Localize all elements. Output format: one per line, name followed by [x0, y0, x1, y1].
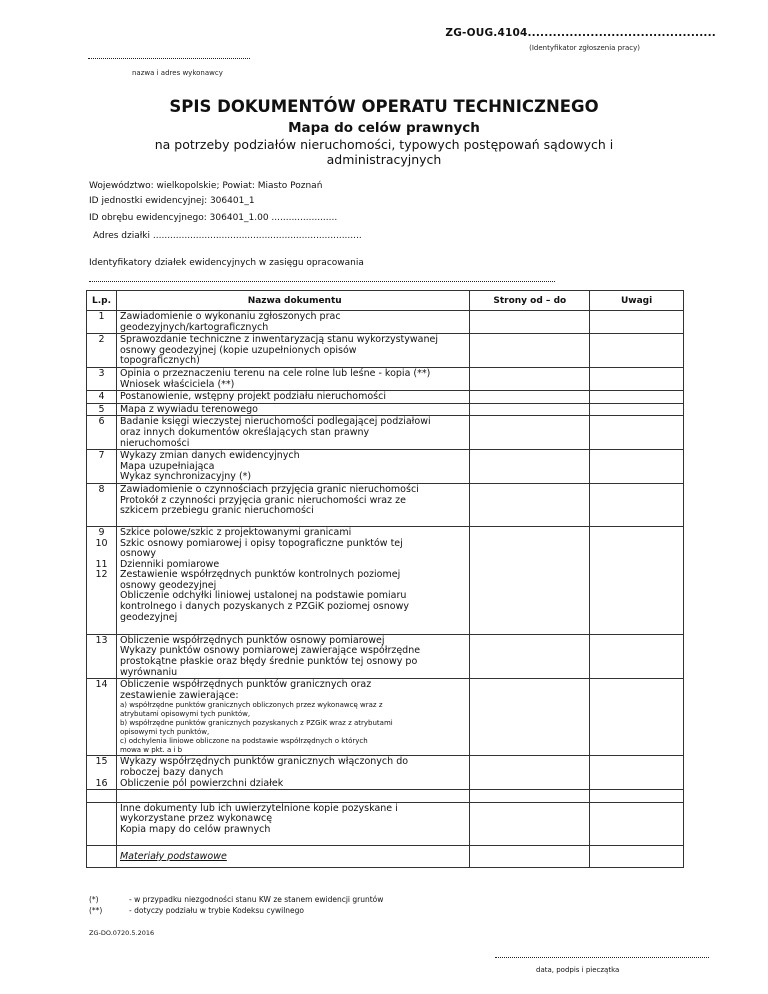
document-name-line: Wykazy zmian danych ewidencyjnych [119, 450, 300, 462]
header-name: Nazwa dokumentu [116, 291, 469, 311]
document-subitem-line: c) odchylenia liniowe obliczone na podstawie współrzędnych o których [119, 737, 368, 746]
row-lp [87, 845, 117, 867]
form-id: ZG-DO.0720.5.2016 [89, 929, 155, 937]
document-name-line: Sprawozdanie techniczne z inwentaryzacją stanu wykorzystywanej [119, 334, 438, 346]
table-row [87, 526, 684, 634]
lp-number: 8 [98, 483, 105, 495]
table-row [87, 790, 684, 803]
row-pages-cell[interactable] [470, 367, 590, 390]
row-pages-cell[interactable] [470, 403, 590, 416]
contractor-caption: nazwa i adres wykonawcy [132, 69, 223, 77]
row-lp [87, 756, 117, 790]
table-row [87, 367, 684, 390]
row-pages-cell[interactable] [470, 450, 590, 484]
contractor-dotted-line [88, 58, 250, 59]
row-lp [87, 416, 117, 450]
row-notes-cell[interactable] [590, 802, 684, 845]
document-name-line: Zestawienie współrzędnych punktów kontrolnych poziomej [119, 569, 401, 581]
document-name-line: Szkic osnowy pomiarowej i opisy topograficzne punktów tej [119, 537, 403, 549]
row-notes-cell[interactable] [590, 679, 684, 756]
document-name-line: geodezyjnych/kartograficznych [119, 321, 269, 333]
lp-number: 16 [95, 777, 108, 789]
document-name-line: Wykazy punktów osnowy pomiarowej zawierające współrzędne [119, 645, 421, 657]
row-pages-cell[interactable] [470, 391, 590, 404]
parcel-address-line: Adres działki ......................................................................... [93, 231, 362, 241]
application-identifier-caption: (Identyfikator zgłoszenia pracy) [529, 44, 640, 52]
footnote-1-mark: (*) [89, 895, 99, 904]
document-name-line: prostokątne płaskie oraz błędy średnie punktów tej osnowy po [119, 656, 418, 668]
row-pages-cell[interactable] [470, 679, 590, 756]
table-row [87, 756, 684, 790]
document-name-line: Postanowienie, wstępny projekt podziału nieruchomości [119, 391, 386, 403]
document-name-line: Wykaz synchronizacyjny (*) [119, 471, 252, 483]
table-row [87, 311, 684, 334]
table-row [87, 679, 684, 756]
row-pages-cell[interactable] [470, 634, 590, 678]
document-name-line: Mapa uzupełniająca [119, 460, 215, 472]
table-row [87, 802, 684, 845]
document-title: SPIS DOKUMENTÓW OPERATU TECHNICZNEGO [169, 97, 599, 116]
document-name-line: Materiały podstawowe [119, 850, 227, 862]
row-pages-cell[interactable] [470, 416, 590, 450]
table-header-row [87, 291, 684, 311]
row-lp [87, 526, 117, 634]
row-lp [87, 334, 117, 368]
lp-number: 2 [98, 334, 105, 346]
header-lp: L.p. [87, 291, 117, 311]
lp-number [87, 804, 116, 815]
row-pages-cell[interactable] [470, 802, 590, 845]
unit-id-line: ID jednostki ewidencyjnej: 306401_1 [89, 196, 255, 206]
document-name-line: Badanie księgi wieczystej nieruchomości podlegającej podziałowi [119, 416, 431, 428]
signature-caption: data, podpis i pieczątka [536, 966, 620, 974]
lp-number: 4 [98, 391, 105, 403]
document-name-line: osnowy [119, 548, 156, 560]
lp-number: 3 [98, 367, 105, 379]
row-document-name [116, 450, 469, 484]
documents-table [86, 290, 684, 868]
table-body [87, 311, 684, 868]
row-document-name [116, 311, 469, 334]
row-notes-cell[interactable] [590, 367, 684, 390]
lp-number [87, 791, 116, 802]
document-name-line: osnowy geodezyjnej (kopie uzupełnionych opisów [119, 344, 357, 356]
document-subtitle: Mapa do celów prawnych [288, 120, 480, 136]
lp-number [87, 847, 116, 858]
document-subitem-line: atrybutami opisowymi tych punktów, [119, 710, 251, 719]
document-name-line: roboczej bazy danych [119, 767, 224, 778]
footnote-1-text: - w przypadku niezgodności stanu KW ze stanem ewidencji gruntów [129, 895, 384, 904]
lp-number [87, 768, 116, 779]
row-lp [87, 483, 117, 526]
row-document-name [116, 756, 469, 790]
precinct-id-line: ID obrębu ewidencyjnego: 306401_1.00 ....................... [89, 213, 338, 223]
row-lp [87, 634, 117, 678]
lp-number: 12 [95, 569, 108, 581]
row-lp [87, 311, 117, 334]
lp-number: 7 [98, 450, 105, 462]
lp-number: 11 [95, 558, 108, 570]
row-pages-cell[interactable] [470, 483, 590, 526]
document-name-line: Obliczenie pól powierzchni działek [119, 777, 284, 789]
row-document-name [116, 391, 469, 404]
row-lp [87, 679, 117, 756]
document-subitem-line: mowa w pkt. a i b [119, 746, 183, 755]
document-name-line: oraz innych dokumentów określających stan prawny [119, 426, 370, 438]
document-name-line: osnowy geodezyjnej [119, 579, 217, 591]
row-document-name [116, 483, 469, 526]
row-pages-cell[interactable] [470, 756, 590, 790]
row-pages-cell[interactable] [470, 845, 590, 867]
footnote-2-mark: (**) [89, 906, 103, 915]
lp-number: 15 [95, 756, 108, 768]
document-name-line: geodezyjnej [119, 611, 178, 623]
document-name-line: Zawiadomienie o wykonaniu zgłoszonych prac [119, 311, 341, 322]
document-name-line: wykorzystane przez wykonawcę [119, 813, 273, 825]
document-name-line: Protokół z czynności przyjęcia granic nieruchomości wraz ze [119, 494, 406, 506]
row-lp [87, 450, 117, 484]
table-row [87, 391, 684, 404]
row-pages-cell[interactable] [470, 526, 590, 634]
document-name-line: Mapa z wywiadu terenowego [119, 403, 258, 415]
table-row [87, 450, 684, 484]
row-notes-cell[interactable] [590, 416, 684, 450]
row-notes-cell[interactable] [590, 756, 684, 790]
document-subitem-line: a) współrzędne punktów granicznych obliczonych przez wykonawcę wraz z [119, 701, 383, 710]
table-row [87, 845, 684, 867]
row-document-name [116, 802, 469, 845]
row-notes-cell[interactable] [590, 450, 684, 484]
row-pages-cell[interactable] [470, 311, 590, 334]
table-row [87, 416, 684, 450]
row-notes-cell[interactable] [590, 334, 684, 368]
lp-number: 5 [98, 403, 105, 415]
signature-dotted-line [495, 957, 709, 958]
footnote-2-text: - dotyczy podziału w trybie Kodeksu cywilnego [129, 906, 304, 915]
document-name-line: szkicem przebiegu granic nieruchomości [119, 505, 314, 517]
table-row [87, 634, 684, 678]
row-document-name [116, 526, 469, 634]
row-notes-cell[interactable] [590, 403, 684, 416]
row-pages-cell[interactable] [470, 790, 590, 803]
row-document-name [116, 845, 469, 867]
row-document-name [116, 334, 469, 368]
row-lp [87, 367, 117, 390]
document-name-line: Dzienniki pomiarowe [119, 558, 220, 570]
table-row [87, 483, 684, 526]
document-name-line: Szkice polowe/szkic z projektowanymi granicami [119, 526, 352, 538]
voivodeship-line: Województwo: wielkopolskie; Powiat: Miasto Poznań [89, 181, 323, 191]
document-name-line: Inne dokumenty lub ich uwierzytelnione kopie pozyskane i [119, 802, 398, 814]
document-name-line: wyrównaniu [119, 666, 178, 678]
footnote-1 [89, 895, 383, 904]
document-name-line: Opinia o przeznaczeniu terenu na cele rolne lub leśne - kopia (**) [119, 367, 431, 379]
document-name-line: Obliczenie współrzędnych punktów osnowy pomiarowej [119, 634, 385, 646]
row-document-name [116, 679, 469, 756]
row-notes-cell[interactable] [590, 634, 684, 678]
document-name-line: Obliczenie współrzędnych punktów granicznych oraz [119, 679, 372, 691]
lp-number: 13 [95, 634, 108, 646]
document-description: na potrzeby podziałów nieruchomości, typowych postępowań sądowych i administracyjnych [154, 137, 614, 167]
document-name-line [120, 791, 469, 802]
table-row [87, 403, 684, 416]
document-name-line: Kopia mapy do celów prawnych [119, 823, 271, 835]
row-notes-cell[interactable] [590, 845, 684, 867]
row-notes-cell[interactable] [590, 526, 684, 634]
row-lp [87, 403, 117, 416]
document-name-line: nieruchomości [119, 437, 190, 449]
row-document-name [116, 416, 469, 450]
row-lp [87, 391, 117, 404]
document-name-line: Zawiadomienie o czynnościach przyjęcia granic nieruchomości [119, 483, 419, 495]
document-subitem-line: opisowymi tych punktów, [119, 728, 210, 737]
parcel-ids-line: Identyfikatory działek ewidencyjnych w zasięgu opracowania [89, 258, 364, 268]
row-lp [87, 790, 117, 803]
lp-number: 1 [98, 311, 105, 322]
row-notes-cell[interactable] [590, 311, 684, 334]
application-identifier: ZG-OUG.4104............................................. [445, 27, 716, 39]
row-lp [87, 802, 117, 845]
table-row [87, 334, 684, 368]
row-document-name [116, 403, 469, 416]
row-notes-cell[interactable] [590, 391, 684, 404]
document-name-line: Wniosek właściciela (**) [119, 378, 235, 390]
lp-number: 6 [98, 416, 105, 428]
document-name-line: topograficznych) [119, 355, 200, 367]
row-notes-cell[interactable] [590, 790, 684, 803]
parcel-ids-dotted-line [89, 281, 555, 282]
row-document-name [116, 367, 469, 390]
row-pages-cell[interactable] [470, 334, 590, 368]
document-name-line: kontrolnego i danych pozyskanych z PZGiK poziomej osnowy [119, 601, 409, 613]
document-subitem-line: b) współrzędne punktów granicznych pozyskanych z PZGiK wraz z atrybutami [119, 719, 393, 728]
lp-number [87, 623, 116, 634]
lp-number: 10 [95, 537, 108, 549]
document-name-line: zestawienie zawierające: [119, 689, 239, 701]
row-notes-cell[interactable] [590, 483, 684, 526]
lp-number: 14 [95, 679, 108, 691]
header-pages: Strony od – do [470, 291, 590, 311]
lp-number: 9 [98, 526, 105, 538]
row-document-name [116, 790, 469, 803]
document-name-line: Wykazy współrzędnych punktów granicznych włączonych do [119, 756, 409, 768]
row-document-name [116, 634, 469, 678]
footnote-2 [89, 906, 304, 915]
document-name-line: Obliczenie odchyłki liniowej ustalonej na podstawie pomiaru [119, 590, 407, 602]
header-notes: Uwagi [590, 291, 684, 311]
